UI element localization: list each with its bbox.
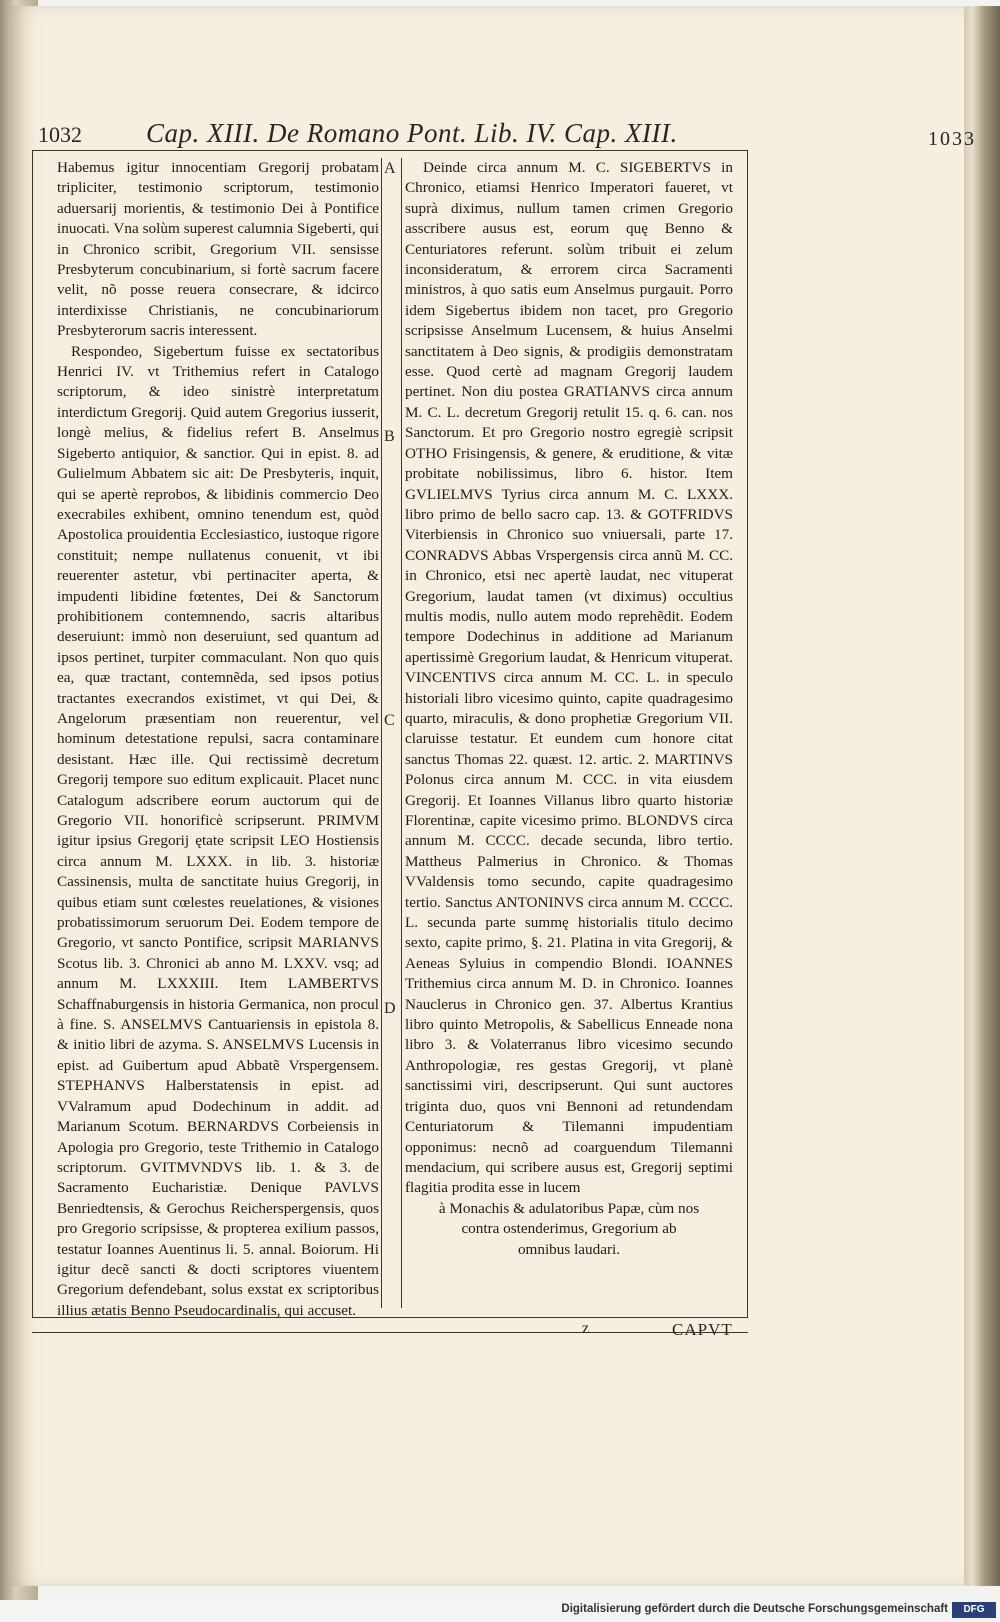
page-header (38, 118, 980, 152)
right-paragraph-tail: à Monachis & adulatoribus Papæ, cùm nos contra ostenderimus, Gregorium ab omnibus laudari. (438, 1199, 700, 1258)
catchword: CAPVT (672, 1320, 733, 1339)
margin-letter-b: B (384, 428, 395, 445)
left-paragraph-1: Habemus igitur innocentiam Gregorij probatam tripliciter, testimonio scriptorum, testimonio aduersarij morientis, & testimonio Dei à Pontifice inuocati. Vna solùm superest calumnia Sigeberti, qui in Chronico scribit, Gregorium VII. sensisse Presbyterum concubinarium, si fortè sacrum facere velit, nõ posse reuera consecrare, & idcirco interdixisse Christianis, ne concubinariorum Presbyterorum sacris interessent. (57, 159, 379, 340)
book-right-edge (960, 6, 1000, 1586)
column-rule-right (401, 158, 402, 1308)
dfg-logo-icon: DFG (952, 1602, 996, 1618)
margin-letter-a: A (384, 160, 396, 177)
column-rule-left (381, 158, 382, 1308)
left-column (57, 158, 379, 1321)
footer-credit: Digitalisierung gefördert durch die Deutsche Forschungsgemeinschaft (561, 1603, 948, 1615)
running-title: Cap. XIII. De Romano Pont. Lib. IV. Cap. XIII. (146, 118, 678, 148)
margin-letter-d: D (384, 1000, 396, 1017)
right-column (405, 158, 733, 1260)
footer-bar (0, 1600, 1000, 1622)
left-paragraph-2: Respondeo, Sigebertum fuisse ex sectatoribus Henrici IV. vt Trithemius refert in Catalogo scriptorum, & ideo sinistrè interpretatum interdictum Gregorij. Quid autem Gregorius iusserit, longè melius, & fidelius refert B. Anselmus Sigeberto antiquior, & sanctior. Qui in epist. 8. ad Gulielmum Abbatem sic ait: De Presbyteris, inquit, qui se apertè reprobos, & libidinis commercio Deo execrabiles exhibent, omnino tenendum est, quòd Apostolica prouidentia Ecclesiastico, iustoque rigore constituit; nempe nullatenus conuenit, vt ibi reuerenter astetur, vbi pertinaciter aperta, & impudenti libidine fœtentes, Dei & Sanctorum prohibitionem contemnendo, sacris altaribus deseruiunt: immò non deseruiunt, sed quantum ad ipsos pertinet, turpiter commaculant. Non quo quis ea, quæ tractant, contemnẽda, sed ipsos potius tractantes execrandos existimet, vt qui Dei, & Angelorum præsentiam non reuerentur, vel hominum detestatione repulsi, sacra contaminare desistant. Hæc ille. Qui rectissimè decretum Gregorij tempore suo editum explicauit. Placet nunc Catalogum adscribere eorum auctorum qui de Gregorio VII. honorificè scripserunt. PRIMVM igitur ipsius Gregorij ętate scripsit LEO Hostiensis circa annum M. LXXX. in lib. 3. historiæ Cassinensis, multa de sanctitate huius Gregorij, in quibus etiam sunt cœlestes reuelationes, & visiones probatissimorum seruorum Dei. Eodem tempore de Gregorio, vt sancto Pontifice, scripsit MARIANVS Scotus lib. 3. Chronici ab anno M. LXXV. vsq; ad annum M. LXXXIII. Item LAMBERTVS Schaffnaburgensis in historia Germanica, non procul à fine. S. ANSELMVS Cantuariensis in epistola 8. & initio libri de azyma. S. ANSELMVS Lucensis in epist. ad Guibertum apud Abbatẽ Vrspergensem. STEPHANVS Halberstatensis in epist. ad VValramum apud Dodechinum in addit. ad Marianum Scotum. BERNARDVS Corbeiensis in Apologia pro Gregorio, teste Trithemio in Catalogo scriptorum. GVITMVNDVS lib. 1. & 3. de Sacramento Eucharistiæ. Denique PAVLVS Benriedtensis, & Gerochus Reicherspergensis, quos pro Gregorio scripsisse, & propterea exilium passos, testatur Ioannes Auentinus li. 5. annal. Boiorum. Hi igitur decẽ sancti & docti scriptores viuentem Gregorium defendebant, solus exstat ex scriptoribus illius ætatis Benno Pseudocardinalis, qui accuset. (57, 342, 379, 1319)
bottom-rule (32, 1332, 748, 1333)
margin-letter-c: C (384, 712, 395, 729)
page-number-left: 1032 (38, 122, 82, 147)
page-number-right: 1033 (928, 128, 976, 150)
signature-mark: z (582, 1320, 590, 1337)
right-paragraph-1: Deinde circa annum M. C. SIGEBERTVS in Chronico, etiamsi Henrico Imperatori faueret, vt suprà diximus, nullum tamen crimen Gregorio asscribere ausus est, eorum quę Benno & Centuriatores referunt. solùm tribuit ei zelum inconsideratum, & errorem circa Sacramenti ministros, à quo satis eum Anselmus purgauit. Porro idem Sigebertus ibidem non tacet, pro Gregorio scripsisse Anselmum Lucensem, & huius Anselmi sanctitatem à Deo signis, & prodigiis demonstratam esse. Quod certè ad magnam Gregorij laudem pertinet. Non diu postea GRATIANVS circa annum M. C. L. decretum Gregorij retulit 15. q. 6. can. nos Sanctorum. Et pro Gregorio nostro egregiè scripsit OTHO Frisingensis, & genere, & eruditione, & vitæ probitate nobilissimus, libro 6. histor. Item GVLIELMVS Tyrius circa annum M. C. LXXX. libro primo de bello sacro cap. 13. & GOTFRIDVS Viterbiensis in Chronico suo vniuersali, parte 17. CONRADVS Abbas Vrspergensis circa annũ M. CC. in Chronico, etsi nec apertè laudat, nec vituperat Gregorium, laudat tamen (vt diximus) occultius multis modis, nullo autem modo reprehẽdit. Eodem tempore Dodechinus in additione ad Marianum apertissimè Gregorium laudat, & Henricum vituperat. VINCENTIVS circa annum M. CC. L. in speculo historiali libro vicesimo quinto, capite quadragesimo quarto, miraculis, & dono prophetiæ Gregorium VII. claruisse testatur. Et eundem cum honore citat sanctus Thomas 22. quæst. 12. artic. 2. MARTINVS Polonus circa annum M. CCC. in vita eiusdem Gregorij. Et Ioannes Villanus libro quarto historiæ Florentinæ, capite vicesimo primo. BLONDVS circa annum M. CCCC. decade secunda, libro tertio. Mattheus Palmerius in Chronico. & Thomas VValdensis tomo secundo, capite quadragesimo tertio. Sanctus ANTONINVS circa annum M. CCCC. L. secunda parte summę historialis titulo decimo sexto, capite primo, §. 21. Platina in vita Gregorij, & Aeneas Syluius in compendio Blondi. IOANNES Trithemius circa annum M. D. in Chronico. Ioannes Nauclerus in Chronico gen. 37. Albertus Krantius libro quinto Metropolis, & Sabellicus Enneade nona libro 3. & Volaterranus libro vicesimo secundo Anthropologiæ, res gestas Gregorij, vt planè sanctissimi viri, descripserunt. Qui sunt auctores triginta duo, quos vni Bennoni ad retundendam Centuriatorum & Tilemanni impudentiam opponimus: necnõ ad coarguendum Tilemanni mendacium, qui scribere ausus est, Gregorij septimi flagitia prodita esse in lucem (405, 159, 733, 1197)
